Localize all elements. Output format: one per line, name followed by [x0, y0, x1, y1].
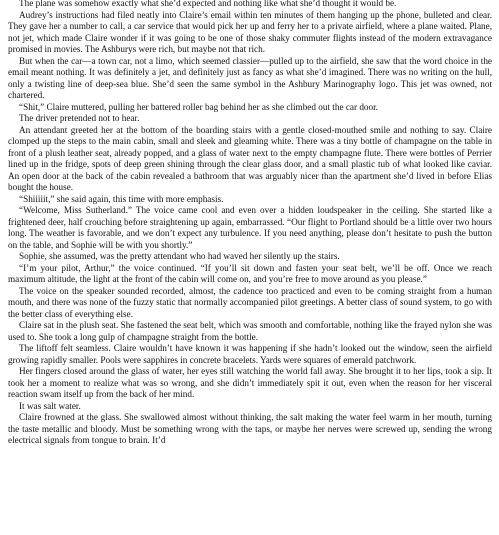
- paragraph-14: Her fingers closed around the glass of water, her eyes still watching the world fall away. She brought it to her lips, took a sip. It took her a moment to realize what was so wrong, and she didn’t immediately spit it out, even when the reason for her visceral reaction swam itself up from the back of her mind.: [8, 366, 492, 399]
- paragraph-10: “I’m your pilot, Arthur,” the voice continued. “If you’ll sit down and fasten your seat belt, we’ll be off. Once we reach maximum altitude, the light at the front of the cabin will come on, and you’re free to move around as you please.”: [8, 262, 492, 284]
- paragraph-2: Audrey’s instructions had filed neatly into Claire’s email within ten minutes of them hanging up the phone, bulleted and clear. They gave her a number to call, a car service that would pick her up and ferry her to a private airfield, where a plane waited. Plane, not jet, which made Claire wonder if it was going to be one of those shaky commuter flights instead of the modern extravagance promised in movies. The Ashburys were rich, but maybe not that rich.: [8, 9, 492, 54]
- paragraph-11: The voice on the speaker sounded recorded, almost, the cadence too practiced and even to be coming straight from a human mouth, and there was none of the fuzzy static that normally accompanied pilot greetings. A better class of sound system, to go with the better class of everything else.: [8, 285, 492, 319]
- paragraph-3: But when the car—a town car, not a limo, which seemed classier—pulled up to the airfield, she saw that the word choice in the email meant nothing. It was definitely a jet, and definitely just as fancy as what she’d imagined. There was no writing on the hull, only a twisting line of deep-sea blue. She’d seen the same symbol in the Ashbury Marinography logo. This jet was owned, not chartered.: [8, 55, 492, 100]
- paragraph-9: Sophie, she assumed, was the pretty attendant who had waved her silently up the stairs.: [19, 251, 340, 261]
- paragraph-7: “Shiiiiit,” she said again, this time with more emphasis.: [19, 193, 224, 204]
- paragraph-16: Claire frowned at the glass. She swallowed almost without thinking, the salt making the water feel warm in her mouth, turning the taste metallic and bloody. Must be something wrong with the taps, or maybe her nerves were screwed up, sending the wrong electrical signals from tongue to brain. It’d: [8, 412, 492, 445]
- paragraph-1: The plane was somehow exactly what she’d expected and nothing like what she’d thought it would be.: [19, 0, 397, 8]
- paragraph-12: Claire sat in the plush seat. She fastened the seat belt, which was smooth and comfortable, nothing like the frayed nylon she was used to. She took a long gulp of champagne straight from the bottle.: [8, 320, 492, 342]
- paragraph-6: An attendant greeted her at the bottom of the boarding stairs with a gentle closed-mouthed smile and nothing to say. Claire clomped up the steps to the main cabin, small and sleek and gleaming white. There was a tiny bottle of champagne on the table in front of a plush leather seat, already popped, and a glass of water next to the empty champagne flute. There were bottles of Perrier lined up in the fridge, spots of deep green shining through the clear glass door, and a small plastic tub of what looked like caviar. An open door at the back of the cabin revealed a bathroom that was arguably nicer than the apartment she’d lived in before Elias bought the house.: [8, 124, 492, 192]
- paragraph-15: It was salt water.: [19, 400, 81, 411]
- paragraph-4: “Shit,” Claire muttered, pulling her battered roller bag behind her as she climbed out the car door.: [19, 101, 378, 112]
- paragraph-13: The liftoff felt seamless. Claire wouldn’t have known it was happening if she hadn’t looked out the window, seen the airfield growing rapidly smaller. Pools were sapphires in concrete bracelets. Yards were squares of emerald patchwork.: [8, 343, 492, 365]
- paragraph-8: “Welcome, Miss Sutherland.” The voice came cool and even over a hidden loudspeaker in the ceiling. She started like a frightened deer, half crouching before straightening up again, embarrassed. “Our flight to Portland should be a little over two hours long. The weather is favorable, and we don’t expect any turbulence. If you need anything, please don’t hesitate to push the button on the table, and Sophie will be with you shortly.”: [8, 205, 492, 250]
- paragraph-5: The driver pretended not to hear.: [19, 113, 140, 123]
